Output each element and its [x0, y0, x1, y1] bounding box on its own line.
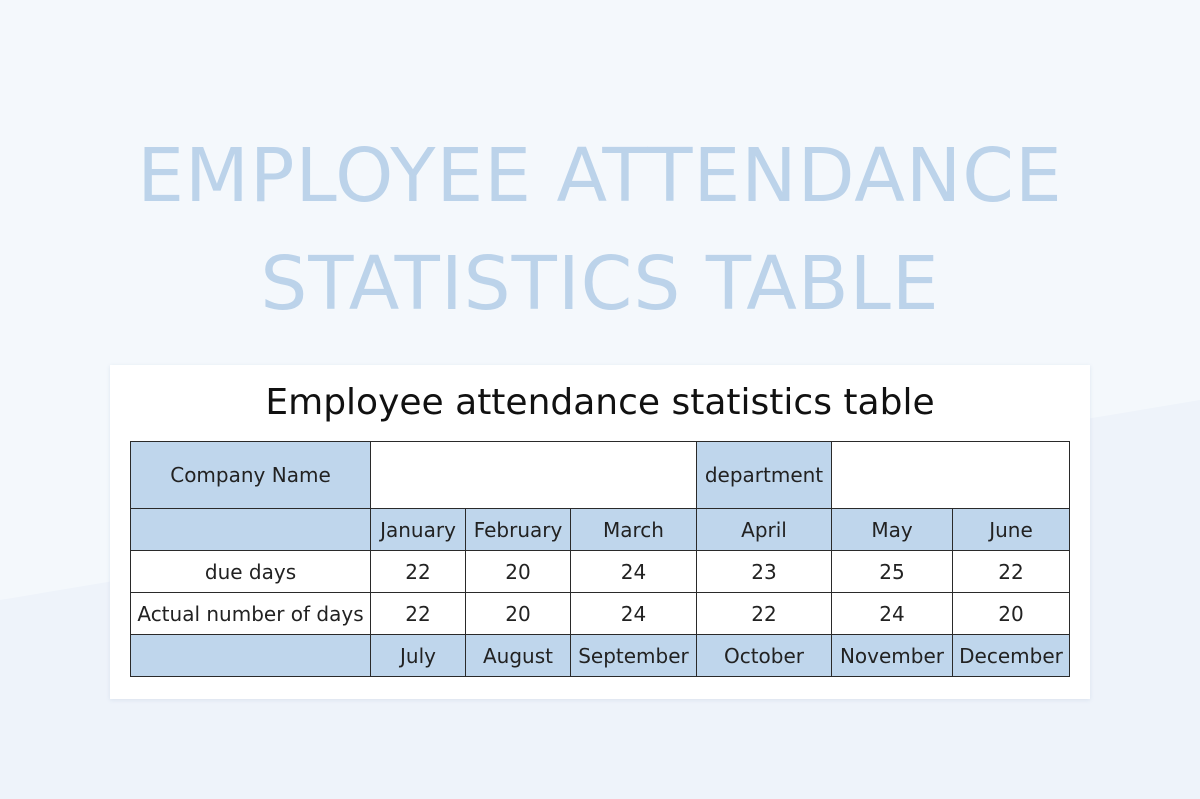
table-cell[interactable]: 22: [371, 551, 466, 593]
table-cell[interactable]: 24: [571, 593, 697, 635]
hero-title-line-1: EMPLOYEE ATTENDANCE: [137, 133, 1063, 219]
company-name-cell[interactable]: [371, 442, 697, 509]
sheet-title: Employee attendance statistics table: [265, 382, 935, 423]
department-label: department: [697, 442, 832, 509]
table-cell[interactable]: 23: [697, 551, 832, 593]
month-header: June: [953, 509, 1070, 551]
month-header: July: [371, 635, 466, 677]
table-cell[interactable]: 20: [466, 593, 571, 635]
month-header: October: [697, 635, 832, 677]
hero-title-line-2: STATISTICS TABLE: [260, 241, 940, 327]
table-row-due-days: [131, 551, 1070, 593]
table-cell[interactable]: 22: [371, 593, 466, 635]
month-header: September: [571, 635, 697, 677]
department-cell[interactable]: [832, 442, 1070, 509]
month-header: November: [832, 635, 953, 677]
table-row-company: [131, 442, 1070, 509]
table-cell[interactable]: 22: [697, 593, 832, 635]
table-row-months-first-half: [131, 509, 1070, 551]
hero-title: [0, 122, 1200, 338]
company-name-label: Company Name: [131, 442, 371, 509]
month-header: August: [466, 635, 571, 677]
row-label-actual-days: Actual number of days: [131, 593, 371, 635]
table-row-actual-days: [131, 593, 1070, 635]
table-cell[interactable]: 24: [571, 551, 697, 593]
table-row-months-second-half: [131, 635, 1070, 677]
month-header: January: [371, 509, 466, 551]
table-cell[interactable]: 20: [466, 551, 571, 593]
table-cell[interactable]: 20: [953, 593, 1070, 635]
attendance-table: [130, 441, 1070, 677]
month-row-label-cell: [131, 635, 371, 677]
month-header: April: [697, 509, 832, 551]
table-cell[interactable]: 22: [953, 551, 1070, 593]
month-header: May: [832, 509, 953, 551]
month-row-label-cell: [131, 509, 371, 551]
month-header: December: [953, 635, 1070, 677]
month-header: March: [571, 509, 697, 551]
month-header: February: [466, 509, 571, 551]
table-cell[interactable]: 25: [832, 551, 953, 593]
row-label-due-days: due days: [131, 551, 371, 593]
table-cell[interactable]: 24: [832, 593, 953, 635]
